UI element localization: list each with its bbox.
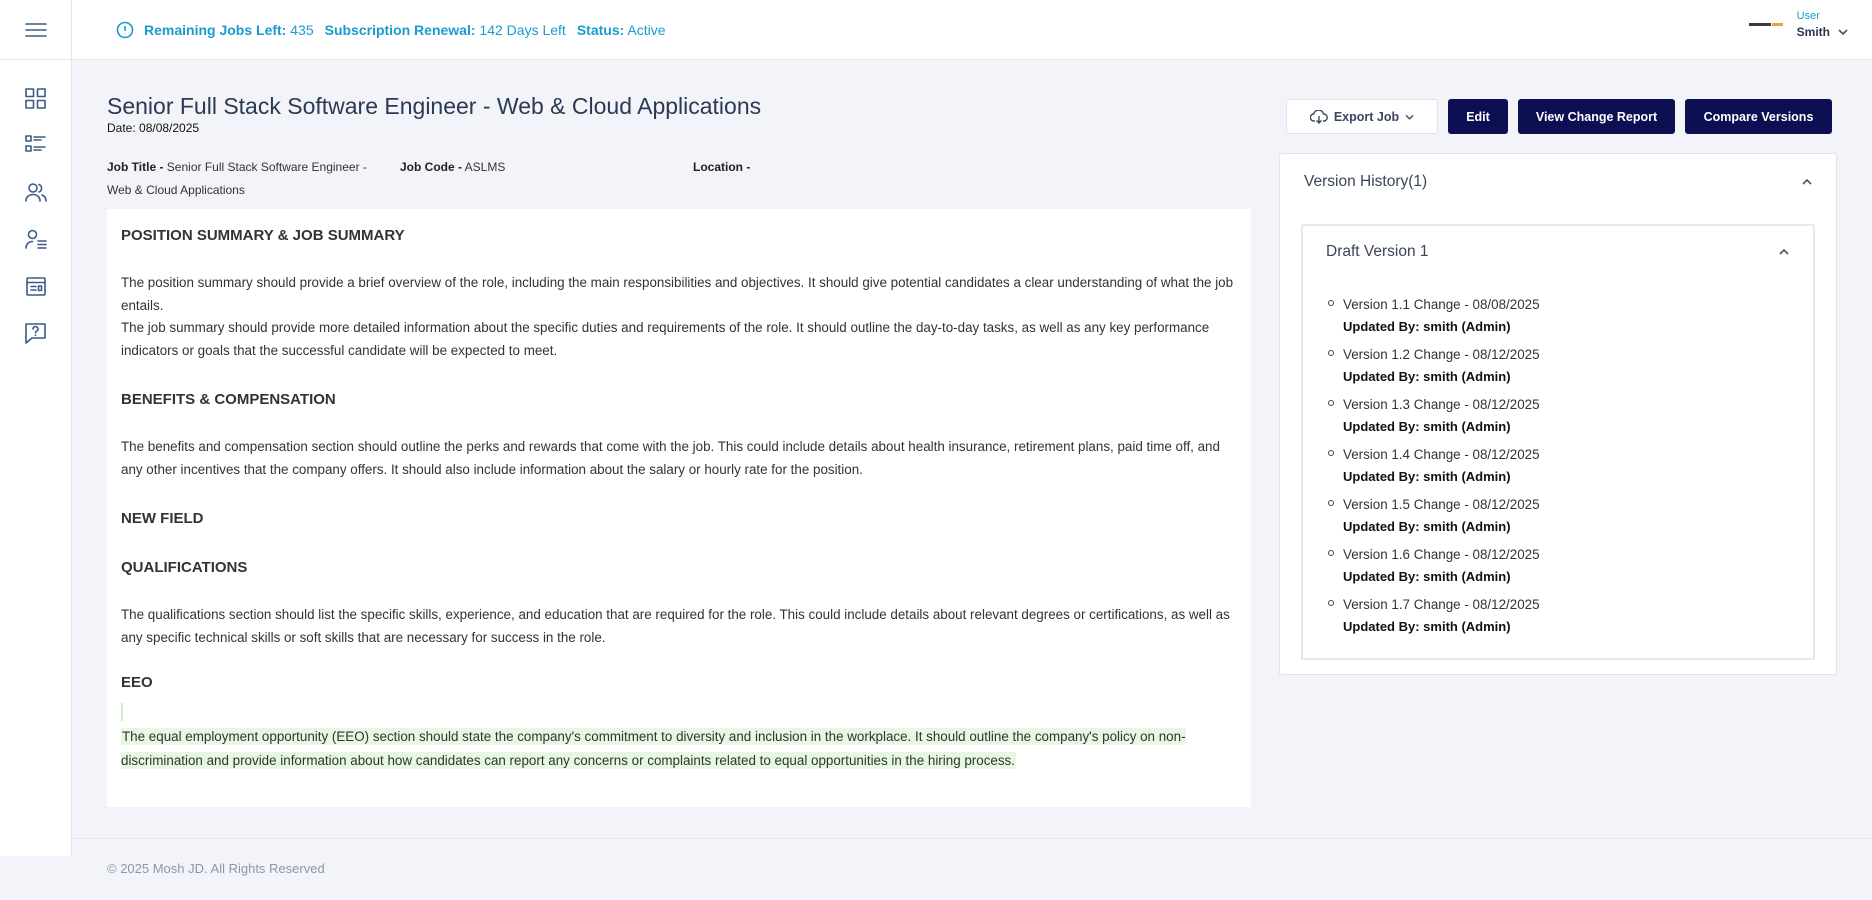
sidebar-nav	[0, 60, 71, 345]
version-item[interactable]	[1327, 594, 1813, 638]
version-history-header[interactable]	[1280, 154, 1836, 210]
sidebar-item-help[interactable]	[16, 321, 56, 345]
version-updated-by: Updated By: smith (Admin)	[1343, 519, 1511, 534]
main-content	[72, 60, 1872, 838]
page-title: Senior Full Stack Software Engineer - Web & Cloud Applications	[107, 93, 762, 119]
help-chat-icon	[25, 323, 46, 344]
section-body-qualifications: The qualifications section should list the specific skills, experience, and education that are required for the role. This could include details about relevant degrees or certifications, as well as any specific technical skills or soft skills that are necessary for success in the role.	[121, 607, 1230, 645]
chevron-down-icon	[1405, 114, 1414, 120]
company-logo	[1749, 20, 1783, 30]
subscription-status	[116, 21, 677, 39]
version-change: Version 1.4 Change - 08/12/2025	[1343, 447, 1540, 462]
version-updated-by: Updated By: smith (Admin)	[1343, 569, 1511, 584]
edit-button[interactable]: Edit	[1448, 99, 1508, 134]
eeo-change-marker	[121, 703, 123, 721]
version-history-panel	[1279, 153, 1837, 675]
version-item[interactable]	[1327, 394, 1813, 438]
version-history-title: Version History(1)	[1304, 173, 1428, 190]
sidebar-item-dashboard[interactable]	[16, 86, 56, 110]
copyright-text: © 2025 Mosh JD. All Rights Reserved	[107, 861, 325, 876]
subscription-renewal	[325, 22, 566, 38]
version-updated-by: Updated By: smith (Admin)	[1343, 619, 1511, 634]
chevron-up-icon	[1802, 179, 1812, 185]
user-name: Smith	[1796, 25, 1830, 39]
meta-job-title-label: Job Title -	[107, 160, 164, 174]
status-label: Status:	[576, 21, 625, 38]
view-change-report-button[interactable]: View Change Report	[1518, 99, 1675, 134]
version-change: Version 1.7 Change - 08/12/2025	[1343, 597, 1540, 612]
user-info	[1797, 10, 1848, 39]
version-updated-by: Updated By: smith (Admin)	[1343, 419, 1511, 434]
version-item[interactable]	[1327, 494, 1813, 538]
section-heading-qualifications: QUALIFICATIONS	[121, 559, 248, 576]
status	[577, 22, 666, 38]
sidebar-item-reports[interactable]	[16, 274, 56, 298]
remaining-jobs	[144, 22, 314, 38]
user-menu[interactable]	[1749, 10, 1848, 39]
version-item[interactable]	[1327, 294, 1813, 338]
version-change: Version 1.3 Change - 08/12/2025	[1343, 397, 1540, 412]
list-icon	[25, 135, 46, 155]
export-job-button[interactable]	[1286, 99, 1438, 134]
remaining-jobs-value: 435	[290, 21, 314, 38]
status-value: Active	[627, 21, 666, 38]
job-date: Date: 08/08/2025	[107, 121, 200, 135]
version-item[interactable]	[1327, 444, 1813, 488]
dashboard-grid-icon	[25, 88, 46, 109]
version-change: Version 1.1 Change - 08/08/2025	[1343, 297, 1540, 312]
menu-toggle-button[interactable]	[0, 0, 71, 60]
footer	[72, 838, 1872, 900]
version-item[interactable]	[1327, 344, 1813, 388]
sidebar-item-jobs-list[interactable]	[16, 133, 56, 157]
version-change: Version 1.6 Change - 08/12/2025	[1343, 547, 1540, 562]
sidebar-item-users[interactable]	[16, 180, 56, 204]
report-icon	[26, 277, 46, 296]
section-heading-new-field: NEW FIELD	[121, 510, 204, 527]
version-updated-by: Updated By: smith (Admin)	[1343, 469, 1511, 484]
position-summary-paragraph: The position summary should provide a brief overview of the role, including the main responsibilities and objectives. It should give potential candidates a clear understanding of what the job entails.	[121, 275, 1234, 313]
section-body-eeo	[121, 725, 1237, 772]
section-heading-benefits: BENEFITS & COMPENSATION	[121, 391, 336, 408]
sidebar-item-user-list[interactable]	[16, 227, 56, 251]
draft-version-header[interactable]	[1303, 226, 1813, 277]
version-list	[1303, 294, 1813, 638]
users-icon	[25, 182, 47, 202]
draft-version-box	[1301, 224, 1815, 660]
hamburger-menu-icon	[25, 22, 47, 38]
version-item[interactable]	[1327, 544, 1813, 588]
user-list-icon	[25, 229, 47, 249]
compare-versions-button[interactable]: Compare Versions	[1685, 99, 1832, 134]
version-updated-by: Updated By: smith (Admin)	[1343, 369, 1511, 384]
sidebar	[0, 0, 72, 856]
section-body-position-summary	[121, 272, 1237, 362]
meta-job-code-label: Job Code -	[400, 160, 462, 174]
top-bar	[72, 0, 1872, 60]
renewal-value: 142 Days Left	[479, 21, 566, 38]
renewal-label: Subscription Renewal:	[324, 21, 476, 38]
info-icon	[116, 21, 134, 39]
export-job-label: Export Job	[1333, 109, 1400, 124]
job-summary-paragraph: The job summary should provide more detailed information about the specific duties and requirements of the role. It should outline the day-to-day tasks, as well as any key performance indicators or goals that the successful candidate will be expected to meet.	[121, 320, 1210, 358]
remaining-jobs-label: Remaining Jobs Left:	[144, 21, 287, 38]
user-name-row	[1797, 25, 1848, 39]
meta-job-code	[400, 156, 505, 179]
meta-location	[693, 156, 750, 179]
chevron-down-icon	[1838, 29, 1848, 35]
eeo-highlighted-text: The equal employment opportunity (EEO) section should state the company's commitment to diversity and inclusion in the workplace. It should outline the company's policy on non-discrimination and provide information about how candidates can report any concerns or complaints related to equal opportunities in the hiring process.	[121, 729, 1186, 768]
meta-location-label: Location -	[693, 160, 751, 174]
job-actions	[1286, 99, 1832, 134]
section-heading-position-summary: POSITION SUMMARY & JOB SUMMARY	[121, 227, 405, 244]
version-change: Version 1.5 Change - 08/12/2025	[1343, 497, 1540, 512]
user-role: User	[1796, 10, 1820, 22]
section-body-benefits: The benefits and compensation section should outline the perks and rewards that come with the job. This could include details about health insurance, retirement plans, paid time off, and any other incentives that the company offers. It should also include information about the salary or hourly rate for the position.	[121, 439, 1220, 477]
job-description-card	[107, 209, 1251, 807]
section-heading-eeo: EEO	[121, 674, 153, 691]
meta-job-code-value: ASLMS	[464, 160, 506, 174]
chevron-up-icon	[1779, 249, 1789, 255]
meta-job-title-value: Senior Full Stack Software Engineer - Web & Cloud Applications	[107, 160, 367, 197]
draft-version-title: Draft Version 1	[1326, 242, 1429, 260]
version-change: Version 1.2 Change - 08/12/2025	[1343, 347, 1540, 362]
version-updated-by: Updated By: smith (Admin)	[1343, 319, 1511, 334]
meta-job-title	[107, 156, 372, 202]
cloud-download-icon	[1310, 110, 1328, 124]
